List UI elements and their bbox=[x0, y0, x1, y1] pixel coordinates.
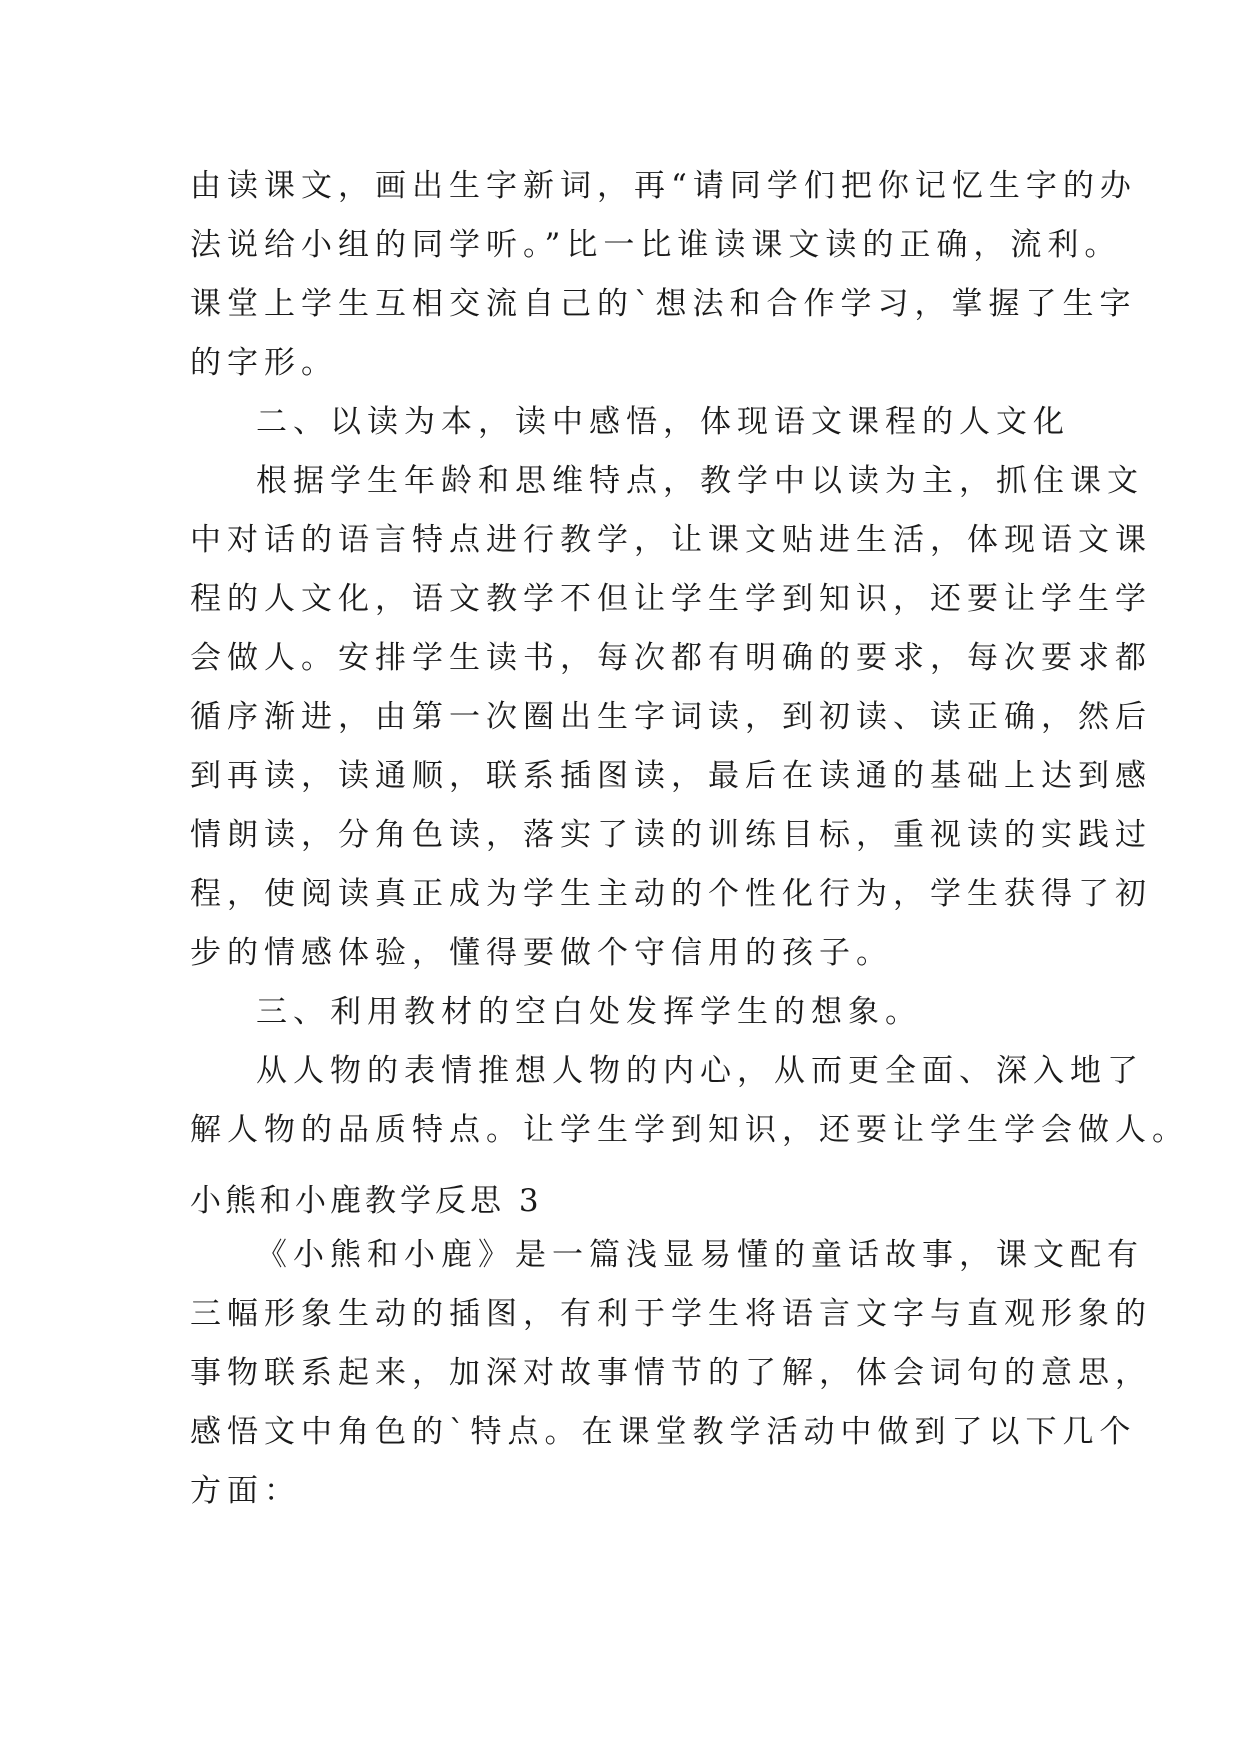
text-line: 循序渐进，由第一次圈出生字词读，到初读、读正确，然后 bbox=[190, 699, 1152, 735]
text-line: 步的情感体验，懂得要做个守信用的孩子。 bbox=[190, 935, 893, 971]
section-title: 小熊和小鹿教学反思 3 bbox=[190, 1183, 543, 1219]
text-line: 解人物的品质特点。让学生学到知识，还要让学生学会做人。 bbox=[190, 1112, 1189, 1148]
text-line: 情朗读，分角色读，落实了读的训练目标，重视读的实践过 bbox=[190, 817, 1152, 853]
subheading-line: 三、利用教材的空白处发挥学生的想象。 bbox=[256, 994, 922, 1030]
text-line: 法说给小组的同学听。”比一比谁读课文读的正确，流利。 bbox=[190, 227, 1122, 263]
body-text-block bbox=[190, 1226, 1152, 1521]
subheading-line: 二、以读为本，读中感悟，体现语文课程的人文化 bbox=[256, 404, 1070, 440]
text-line: 三幅形象生动的插图，有利于学生将语言文字与直观形象的 bbox=[190, 1296, 1152, 1332]
text-line: 《小熊和小鹿》是一篇浅显易懂的童话故事，课文配有 bbox=[256, 1237, 1144, 1273]
body-text-block bbox=[190, 157, 1189, 1160]
text-line: 的字形。 bbox=[190, 345, 338, 381]
text-line: 由读课文，画出生字新词，再“请同学们把你记忆生字的办 bbox=[190, 168, 1137, 204]
text-line: 程的人文化，语文教学不但让学生学到知识，还要让学生学 bbox=[190, 581, 1152, 617]
text-line: 感悟文中角色的`特点。在课堂教学活动中做到了以下几个 bbox=[190, 1414, 1137, 1450]
text-line: 从人物的表情推想人物的内心，从而更全面、深入地了 bbox=[256, 1053, 1144, 1089]
text-line: 会做人。安排学生读书，每次都有明确的要求，每次要求都 bbox=[190, 640, 1152, 676]
text-line: 事物联系起来，加深对故事情节的了解，体会词句的意思， bbox=[190, 1355, 1152, 1391]
text-line: 根据学生年龄和思维特点，教学中以读为主，抓住课文 bbox=[256, 463, 1144, 499]
text-line: 程，使阅读真正成为学生主动的个性化行为，学生获得了初 bbox=[190, 876, 1152, 912]
text-line: 中对话的语言特点进行教学，让课文贴进生活，体现语文课 bbox=[190, 522, 1152, 558]
text-line: 方面： bbox=[190, 1473, 301, 1509]
text-line: 课堂上学生互相交流自己的`想法和合作学习，掌握了生字 bbox=[190, 286, 1137, 322]
text-line: 到再读，读通顺，联系插图读，最后在读通的基础上达到感 bbox=[190, 758, 1152, 794]
